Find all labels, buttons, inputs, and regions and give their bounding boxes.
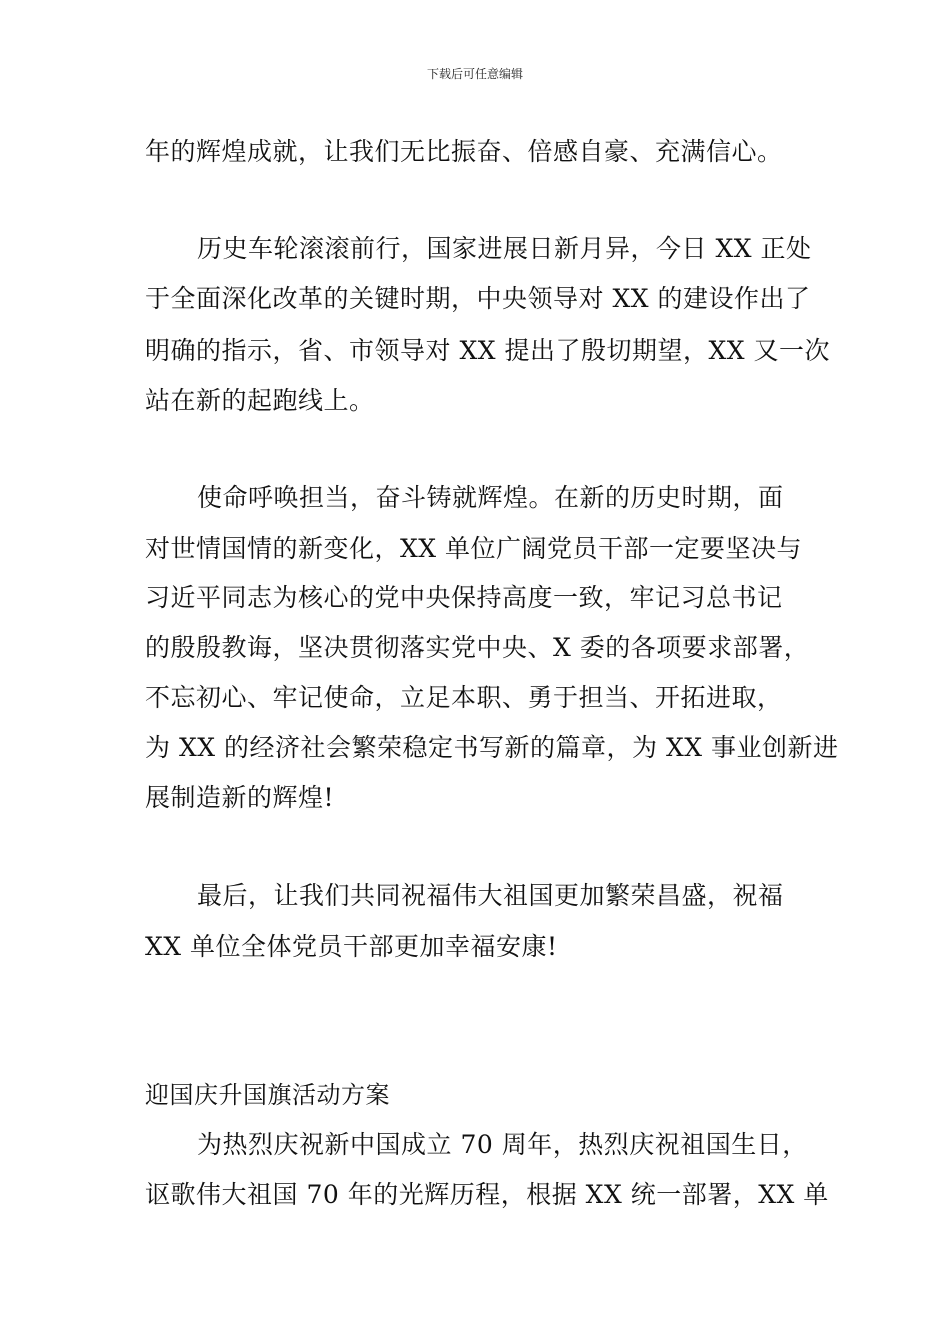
text-line: 年的辉煌成就，让我们无比振奋、倍感自豪、充满信心。	[145, 137, 783, 166]
text-line: 习近平同志为核心的党中央保持高度一致，牢记习总书记	[145, 583, 783, 612]
text-line: XX 单位全体党员干部更加幸福安康!	[145, 932, 558, 961]
paragraph-first-line: 历史车轮滚滚前行，国家进展日新月异，今日 XX 正处	[197, 234, 812, 263]
text-line: 为 XX 的经济社会繁荣稳定书写新的篇章，为 XX 事业创新进	[145, 733, 839, 762]
text-line: 讴歌伟大祖国 70 年的光辉历程，根据 XX 统一部署，XX 单	[145, 1180, 829, 1209]
paragraph-first-line: 为热烈庆祝新中国成立 70 周年，热烈庆祝祖国生日，	[197, 1130, 808, 1159]
text-line: 的殷殷教诲，坚决贯彻落实党中央、X 委的各项要求部署，	[145, 633, 810, 662]
paragraph-first-line: 使命呼唤担当，奋斗铸就辉煌。在新的历史时期，面	[197, 483, 784, 512]
text-line: 站在新的起跑线上。	[145, 386, 375, 415]
section-title: 迎国庆升国旗活动方案	[145, 1081, 390, 1109]
text-line: 于全面深化改革的关键时期，中央领导对 XX 的建设作出了	[145, 284, 811, 313]
header-note: 下载后可任意编辑	[426, 67, 523, 81]
text-line: 对世情国情的新变化，XX 单位广阔党员干部一定要坚决与	[145, 534, 803, 563]
text-line: 明确的指示，省、市领导对 XX 提出了殷切期望，XX 又一次	[145, 336, 831, 365]
paragraph-first-line: 最后，让我们共同祝福伟大祖国更加繁荣昌盛，祝福	[197, 881, 784, 910]
text-line: 不忘初心、牢记使命，立足本职、勇于担当、开拓进取，	[145, 683, 783, 712]
text-line: 展制造新的辉煌!	[145, 783, 335, 812]
